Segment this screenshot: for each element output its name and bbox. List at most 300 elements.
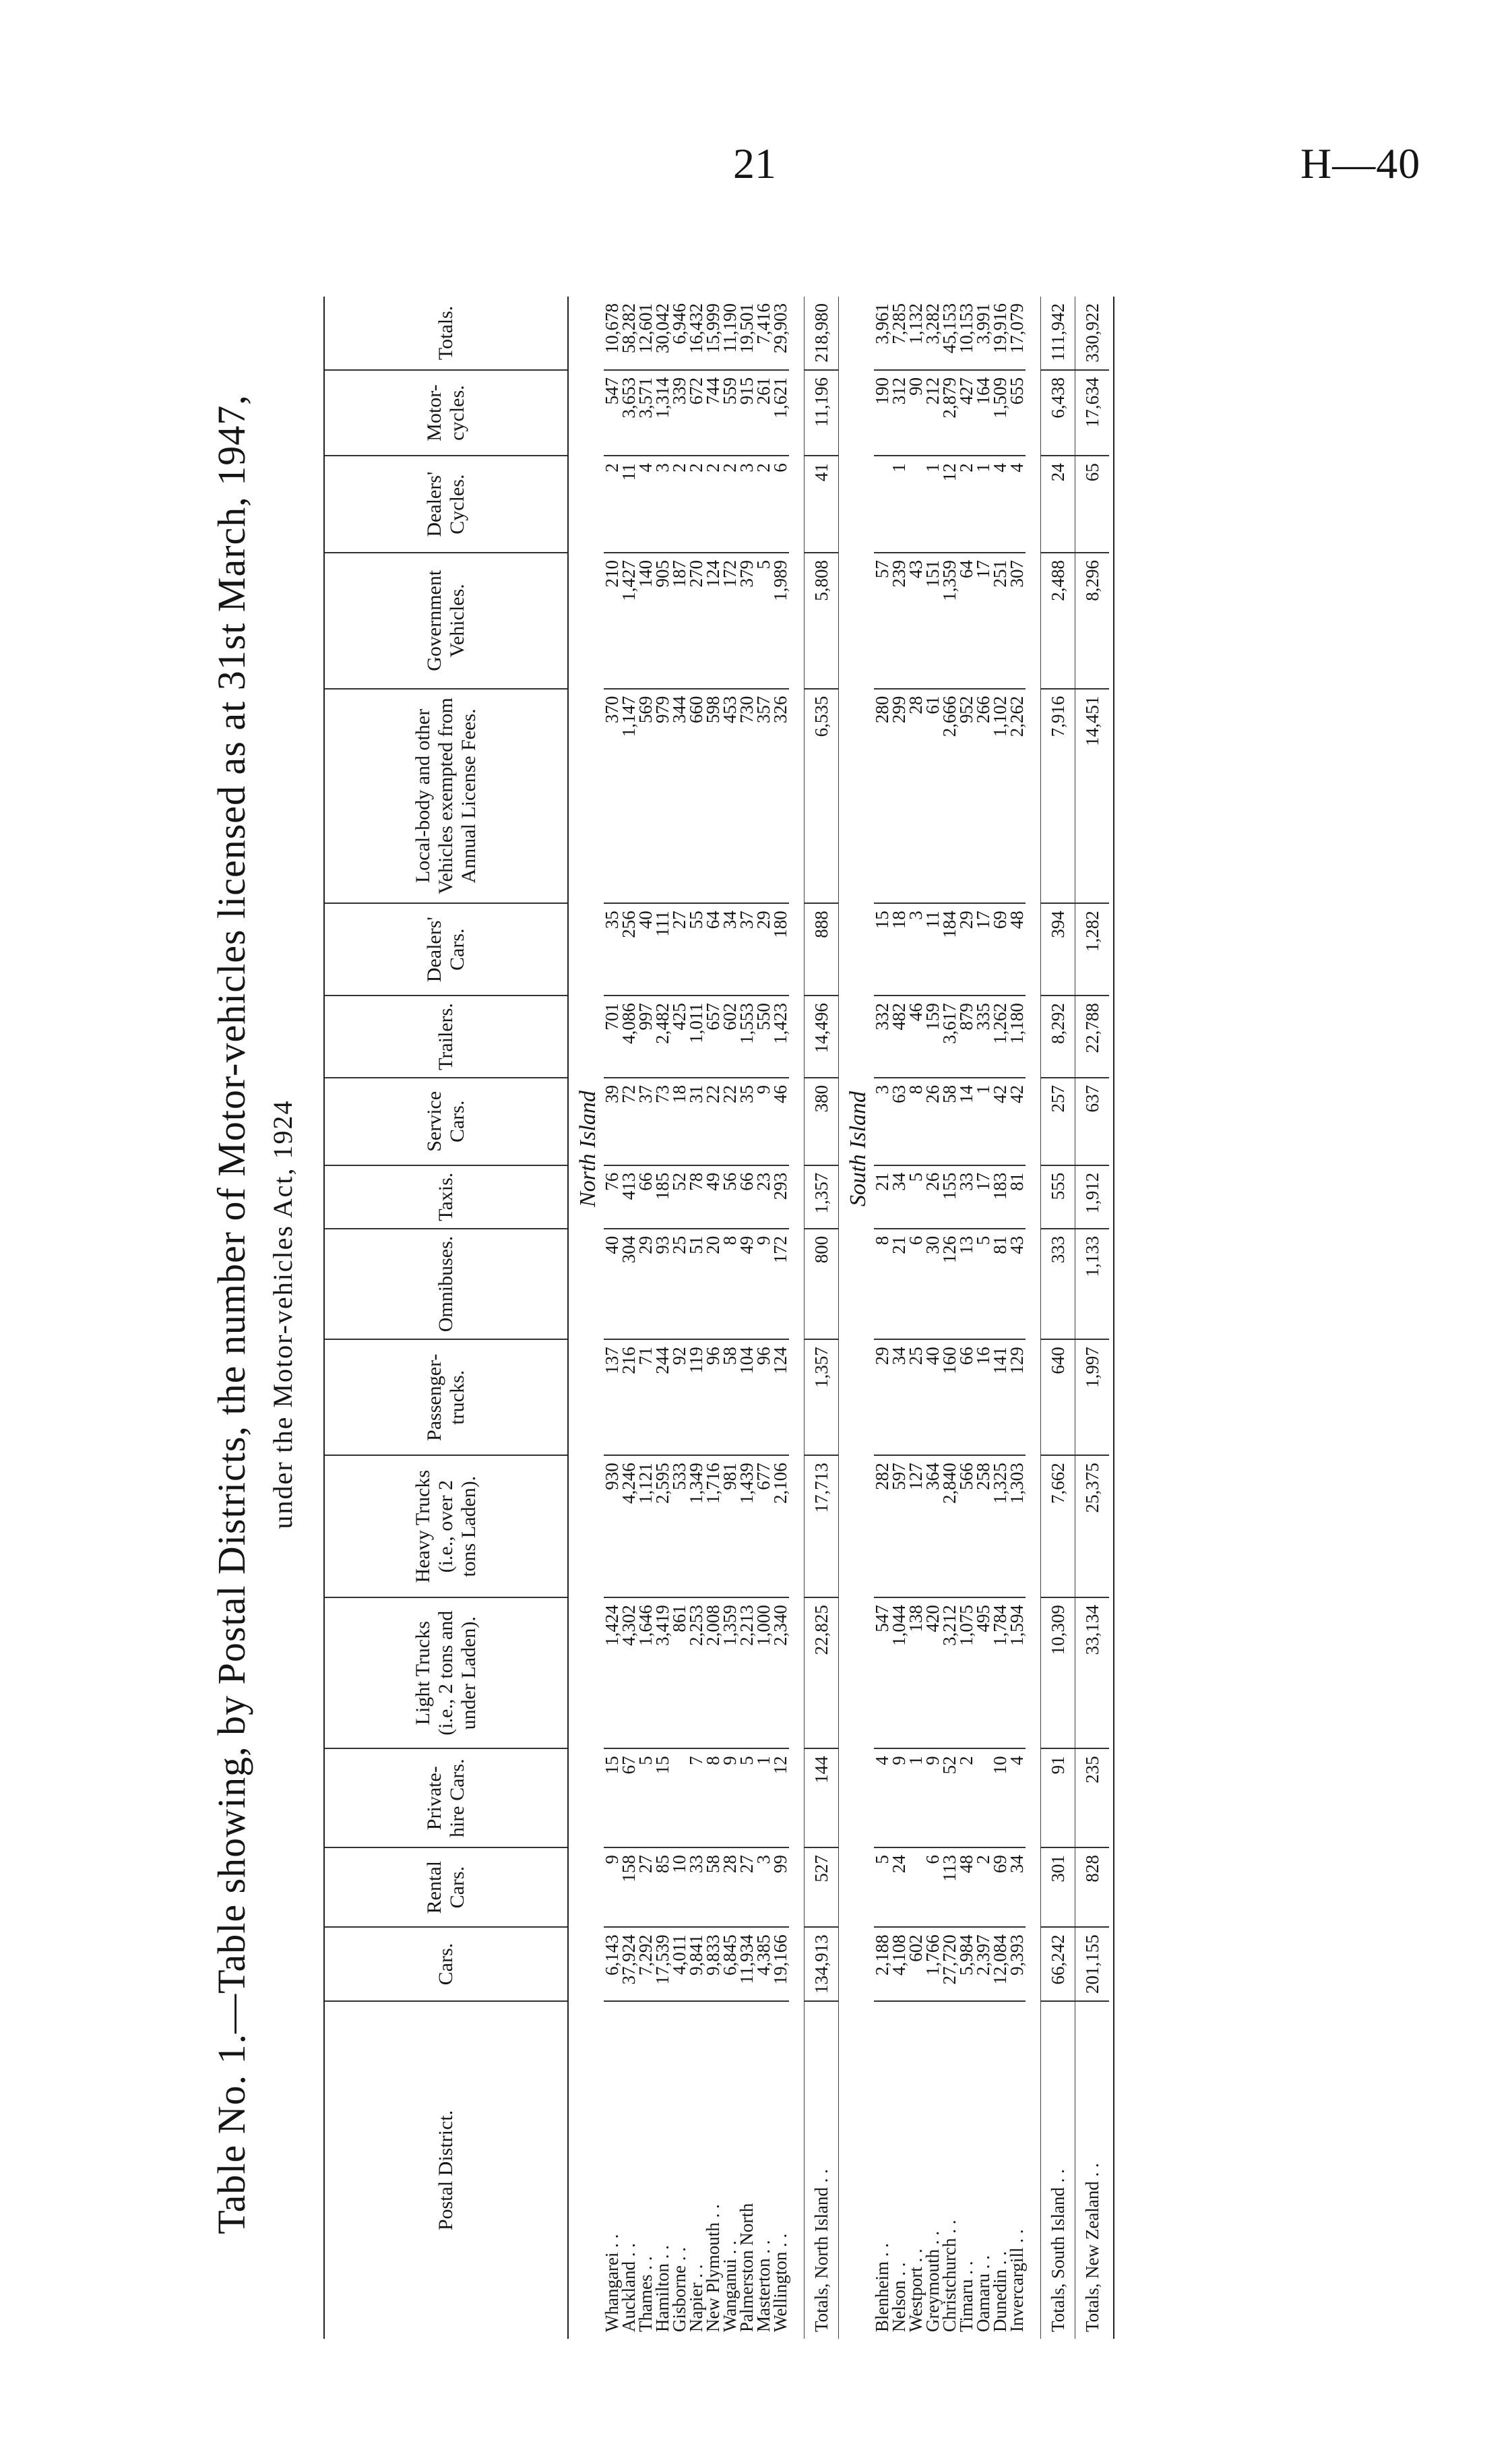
value-cell: 9,841: [688, 1927, 705, 2001]
value-cell: 6: [908, 1229, 924, 1340]
value-cell: 364: [924, 1455, 941, 1597]
value-cell: 6,946: [671, 297, 688, 370]
value-cell: 3: [738, 456, 755, 553]
postal-district-cell: Invercargill . .: [1007, 2229, 1027, 2332]
page-number: 21: [733, 140, 776, 187]
value-cell: 1,646: [637, 1597, 654, 1748]
table-row: [604, 297, 621, 2339]
postal-district-cell: Timaru . .: [956, 2261, 976, 2332]
value-cell: 17: [975, 1165, 992, 1229]
value-cell: 29: [755, 903, 772, 996]
value-cell: 344: [671, 689, 688, 904]
value-cell: 42: [992, 1078, 1009, 1165]
value-cell: 138: [908, 1597, 924, 1748]
value-cell: 332: [874, 996, 891, 1078]
value-cell: 159: [924, 996, 941, 1078]
value-cell: 39: [604, 1078, 621, 1165]
column-header: Dealers' Cycles.: [324, 456, 568, 553]
value-cell: 547: [874, 1597, 891, 1748]
value-cell: 4: [1009, 456, 1026, 553]
value-cell: 3,212: [941, 1597, 958, 1748]
table-bottom-rule: [1109, 297, 1114, 2339]
value-cell: 427: [958, 370, 975, 456]
value-cell: 76: [604, 1165, 621, 1229]
value-cell: 69: [992, 1847, 1009, 1927]
table-row: [1009, 297, 1026, 2339]
value-cell: 4,246: [621, 1455, 637, 1597]
totals-value-cell: 134,913: [805, 1927, 839, 2001]
totals-value-cell: 24: [1041, 456, 1075, 553]
value-cell: 2: [975, 1847, 992, 1927]
value-cell: 19,501: [738, 297, 755, 370]
value-cell: 2,262: [1009, 689, 1026, 904]
value-cell: 12,601: [637, 297, 654, 370]
totals-value-cell: 65: [1075, 456, 1110, 553]
value-cell: 29,903: [772, 297, 789, 370]
value-cell: 5: [755, 553, 772, 689]
value-cell: 78: [688, 1165, 705, 1229]
value-cell: 9: [891, 1748, 908, 1847]
value-cell: 2: [755, 456, 772, 553]
value-cell: 22: [705, 1078, 722, 1165]
value-cell: 2,188: [874, 1927, 891, 2001]
totals-value-cell: 5,808: [805, 553, 839, 689]
value-cell: 2,397: [975, 1927, 992, 2001]
value-cell: 20: [705, 1229, 722, 1340]
totals-value-cell: 330,922: [1075, 297, 1110, 370]
value-cell: 1: [924, 456, 941, 553]
value-cell: 9: [604, 1847, 621, 1927]
table-row: [874, 297, 891, 2339]
value-cell: 251: [992, 553, 1009, 689]
value-cell: 4,011: [671, 1927, 688, 2001]
totals-value-cell: 301: [1041, 1847, 1075, 1927]
value-cell: 547: [604, 370, 621, 456]
table-row: [671, 297, 688, 2339]
value-cell: 43: [1009, 1229, 1026, 1340]
totals-value-cell: 2,488: [1041, 553, 1075, 689]
value-cell: 17: [975, 903, 992, 996]
value-cell: 1: [755, 1748, 772, 1847]
value-cell: 2,666: [941, 689, 958, 904]
value-cell: 69: [992, 903, 1009, 996]
postal-district-cell: Thames . .: [635, 2256, 656, 2332]
table-row: [891, 297, 908, 2339]
value-cell: 1,011: [688, 996, 705, 1078]
value-cell: 1,594: [1009, 1597, 1026, 1748]
value-cell: 1,147: [621, 689, 637, 904]
value-cell: 3,282: [924, 297, 941, 370]
totals-value-cell: 800: [805, 1229, 839, 1340]
value-cell: 9: [755, 1078, 772, 1165]
value-cell: 1,102: [992, 689, 1009, 904]
totals-value-cell: 25,375: [1075, 1455, 1110, 1597]
totals-label-cell: Totals, New Zealand . .: [1075, 2001, 1110, 2339]
section-blank: [839, 2001, 875, 2339]
value-cell: 3,653: [621, 370, 637, 456]
value-cell: 2,595: [654, 1455, 671, 1597]
value-cell: 660: [688, 689, 705, 904]
value-cell: 1: [975, 1078, 992, 1165]
value-cell: 48: [1009, 903, 1026, 996]
totals-value-cell: 640: [1041, 1339, 1075, 1455]
totals-value-cell: 1,357: [805, 1339, 839, 1455]
table-row: [738, 297, 755, 2339]
spacer-row: [1026, 297, 1041, 2339]
value-cell: 533: [671, 1455, 688, 1597]
totals-value-cell: 66,242: [1041, 1927, 1075, 2001]
value-cell: 27: [738, 1847, 755, 1927]
value-cell: 997: [637, 996, 654, 1078]
value-cell: 5: [874, 1847, 891, 1927]
value-cell: 304: [621, 1229, 637, 1340]
value-cell: 49: [705, 1165, 722, 1229]
value-cell: 6: [772, 456, 789, 553]
value-cell: 602: [722, 996, 738, 1078]
value-cell: 25: [671, 1229, 688, 1340]
totals-value-cell: 380: [805, 1078, 839, 1165]
value-cell: 119: [688, 1339, 705, 1455]
value-cell: 40: [604, 1229, 621, 1340]
value-cell: 5: [637, 1748, 654, 1847]
value-cell: 26: [924, 1078, 941, 1165]
spacer-row: [789, 297, 805, 2339]
value-cell: 104: [738, 1339, 755, 1455]
table-header-row: [324, 297, 568, 2339]
value-cell: 299: [891, 689, 908, 904]
value-cell: 1,621: [772, 370, 789, 456]
value-cell: 4: [637, 456, 654, 553]
value-cell: 15: [874, 903, 891, 996]
totals-value-cell: 1,997: [1075, 1339, 1110, 1455]
value-cell: 2: [688, 456, 705, 553]
value-cell: 64: [705, 903, 722, 996]
value-cell: 46: [772, 1078, 789, 1165]
column-header: Dealers' Cars.: [324, 903, 568, 996]
value-cell: 16,432: [688, 297, 705, 370]
value-cell: 2: [604, 456, 621, 553]
value-cell: 2: [722, 456, 738, 553]
value-cell: 64: [958, 553, 975, 689]
value-cell: 66: [958, 1339, 975, 1455]
value-cell: 155: [941, 1165, 958, 1229]
value-cell: 1: [975, 456, 992, 553]
value-cell: 172: [722, 553, 738, 689]
value-cell: 1,180: [1009, 996, 1026, 1078]
value-cell: 3: [755, 1847, 772, 1927]
value-cell: 4,086: [621, 996, 637, 1078]
value-cell: 31: [688, 1078, 705, 1165]
value-cell: 495: [975, 1597, 992, 1748]
postal-district-cell: Napier . .: [686, 2264, 706, 2332]
postal-district-cell: Whangarei . .: [602, 2234, 622, 2332]
value-cell: 8: [874, 1229, 891, 1340]
value-cell: 4: [1009, 1748, 1026, 1847]
value-cell: 2,340: [772, 1597, 789, 1748]
table-row: [941, 297, 958, 2339]
value-cell: 602: [908, 1927, 924, 2001]
totals-value-cell: 22,788: [1075, 996, 1110, 1078]
value-cell: 56: [722, 1165, 738, 1229]
value-cell: 23: [755, 1165, 772, 1229]
table-body: [568, 297, 1114, 2339]
value-cell: 1,044: [891, 1597, 908, 1748]
value-cell: 4: [874, 1748, 891, 1847]
value-cell: 655: [1009, 370, 1026, 456]
value-cell: 35: [604, 903, 621, 996]
value-cell: 49: [738, 1229, 755, 1340]
totals-value-cell: 91: [1041, 1748, 1075, 1847]
section-blank: [568, 2001, 604, 2339]
value-cell: 11: [924, 903, 941, 996]
value-cell: 37: [637, 1078, 654, 1165]
value-cell: 18: [671, 1078, 688, 1165]
value-cell: 190: [874, 370, 891, 456]
value-cell: 905: [654, 553, 671, 689]
value-cell: 184: [941, 903, 958, 996]
totals-value-cell: 218,980: [805, 297, 839, 370]
value-cell: 1,075: [958, 1597, 975, 1748]
value-cell: 15: [604, 1748, 621, 1847]
value-cell: 657: [705, 996, 722, 1078]
totals-value-cell: 828: [1075, 1847, 1110, 1927]
postal-district-cell: Gisborne . .: [669, 2247, 689, 2332]
value-cell: 1,000: [755, 1597, 772, 1748]
document-reference: H—40: [1300, 140, 1421, 187]
value-cell: 2,213: [738, 1597, 755, 1748]
value-cell: 3: [908, 903, 924, 996]
value-cell: 597: [891, 1455, 908, 1597]
totals-value-cell: 8,296: [1075, 553, 1110, 689]
value-cell: 183: [992, 1165, 1009, 1229]
value-cell: 7,285: [891, 297, 908, 370]
value-cell: 96: [705, 1339, 722, 1455]
table-row: [924, 297, 941, 2339]
value-cell: 28: [722, 1847, 738, 1927]
value-cell: 1,716: [705, 1455, 722, 1597]
value-cell: 981: [722, 1455, 738, 1597]
value-cell: 8: [705, 1748, 722, 1847]
column-header: Omnibuses.: [324, 1229, 568, 1340]
value-cell: 357: [755, 689, 772, 904]
value-cell: 124: [772, 1339, 789, 1455]
value-cell: 216: [621, 1339, 637, 1455]
value-cell: 210: [604, 553, 621, 689]
totals-value-cell: 1,357: [805, 1165, 839, 1229]
value-cell: 66: [637, 1165, 654, 1229]
value-cell: 26: [924, 1165, 941, 1229]
value-cell: 3,617: [941, 996, 958, 1078]
value-cell: 1,121: [637, 1455, 654, 1597]
totals-value-cell: 333: [1041, 1229, 1075, 1340]
column-header: Service Cars.: [324, 1078, 568, 1165]
value-cell: 2,879: [941, 370, 958, 456]
value-cell: 21: [891, 1229, 908, 1340]
postal-district-cell: New Plymouth . .: [703, 2204, 723, 2332]
totals-value-cell: 1,912: [1075, 1165, 1110, 1229]
spacer-cell: [1026, 297, 1041, 2339]
value-cell: 2: [958, 456, 975, 553]
value-cell: 73: [654, 1078, 671, 1165]
value-cell: 335: [975, 996, 992, 1078]
totals-south-island-row: [1041, 297, 1075, 2339]
value-cell: 952: [958, 689, 975, 904]
section-heading: South Island: [845, 1091, 871, 1206]
totals-value-cell: 111,942: [1041, 297, 1075, 370]
column-header: Heavy Trucks (i.e., over 2 tons Laden).: [324, 1455, 568, 1597]
value-cell: 1,132: [908, 297, 924, 370]
value-cell: 96: [755, 1339, 772, 1455]
value-cell: 180: [772, 903, 789, 996]
value-cell: 15,999: [705, 297, 722, 370]
postal-district-cell: Hamilton . .: [652, 2245, 672, 2332]
value-cell: 598: [705, 689, 722, 904]
value-cell: 7,416: [755, 297, 772, 370]
totals-value-cell: 41: [805, 456, 839, 553]
value-cell: 1,553: [738, 996, 755, 1078]
table-row: [992, 297, 1009, 2339]
totals-new-zealand-row: [1075, 297, 1110, 2339]
value-cell: 124: [705, 553, 722, 689]
value-cell: 744: [705, 370, 722, 456]
totals-value-cell: 1,133: [1075, 1229, 1110, 1340]
value-cell: 52: [941, 1748, 958, 1847]
table-title: Table No. 1.—Table showing, by Postal Districts, the number of Motor-vehicles licensed as at 31st March, 1947,: [210, 394, 253, 2234]
postal-district-cell: Christchurch . .: [939, 2220, 959, 2332]
value-cell: 141: [992, 1339, 1009, 1455]
value-cell: 979: [654, 689, 671, 904]
value-cell: 6,845: [722, 1927, 738, 2001]
value-cell: 24: [891, 1847, 908, 1927]
value-cell: 2,008: [705, 1597, 722, 1748]
value-cell: 43: [908, 553, 924, 689]
value-cell: 566: [958, 1455, 975, 1597]
value-cell: 58,282: [621, 297, 637, 370]
value-cell: 379: [738, 553, 755, 689]
value-cell: 158: [621, 1847, 637, 1927]
value-cell: 18: [891, 903, 908, 996]
value-cell: 453: [722, 689, 738, 904]
table-row: [772, 297, 789, 2339]
value-cell: 172: [772, 1229, 789, 1340]
value-cell: 17,539: [654, 1927, 671, 2001]
value-cell: 4,108: [891, 1927, 908, 2001]
column-header: Light Trucks (i.e., 2 tons and under Laden).: [324, 1597, 568, 1748]
value-cell: 113: [941, 1847, 958, 1927]
value-cell: 29: [637, 1229, 654, 1340]
value-cell: 21: [874, 1165, 891, 1229]
value-cell: 3: [874, 1078, 891, 1165]
section-heading: North Island: [575, 1091, 600, 1207]
column-header: Private-hire Cars.: [324, 1748, 568, 1847]
value-cell: 701: [604, 996, 621, 1078]
value-cell: 8: [908, 1078, 924, 1165]
value-cell: 370: [604, 689, 621, 904]
value-cell: 19,166: [772, 1927, 789, 2001]
section-heading-row: [568, 297, 604, 2339]
value-cell: 10,153: [958, 297, 975, 370]
value-cell: 9,833: [705, 1927, 722, 2001]
value-cell: 81: [1009, 1165, 1026, 1229]
value-cell: 16: [975, 1339, 992, 1455]
table-row: [705, 297, 722, 2339]
value-cell: 12: [941, 456, 958, 553]
value-cell: 2,106: [772, 1455, 789, 1597]
value-cell: 8: [722, 1229, 738, 1340]
postal-district-cell: Blenheim . .: [872, 2243, 892, 2332]
value-cell: 256: [621, 903, 637, 996]
postal-district-cell: Dunedin . .: [990, 2251, 1010, 2332]
value-cell: 2,482: [654, 996, 671, 1078]
table-row: [621, 297, 637, 2339]
value-cell: 930: [604, 1455, 621, 1597]
value-cell: 1,423: [772, 996, 789, 1078]
value-cell: 99: [772, 1847, 789, 1927]
value-cell: 127: [908, 1455, 924, 1597]
value-cell: 4: [992, 456, 1009, 553]
value-cell: 129: [1009, 1339, 1026, 1455]
value-cell: 312: [891, 370, 908, 456]
value-cell: 111: [654, 903, 671, 996]
value-cell: 85: [654, 1847, 671, 1927]
value-cell: 35: [738, 1078, 755, 1165]
table-row: [722, 297, 738, 2339]
table-subtitle: under the Motor-vehicles Act, 1924: [267, 1099, 298, 1529]
value-cell: 3,961: [874, 297, 891, 370]
value-cell: 9,393: [1009, 1927, 1026, 2001]
totals-value-cell: 6,535: [805, 689, 839, 904]
value-cell: 1: [891, 456, 908, 553]
value-cell: 151: [924, 553, 941, 689]
value-cell: 7: [688, 1748, 705, 1847]
column-header: Local-body and other Vehicles exempted from Annual License Fees.: [324, 689, 568, 904]
postal-district-cell: Oamaru . .: [973, 2255, 993, 2332]
totals-value-cell: 144: [805, 1748, 839, 1847]
value-cell: 672: [688, 370, 705, 456]
value-cell: 2: [958, 1748, 975, 1847]
value-cell: 40: [637, 903, 654, 996]
value-cell: 90: [908, 370, 924, 456]
value-cell: 550: [755, 996, 772, 1078]
postal-district-cell: Westport . .: [906, 2248, 926, 2332]
table-row: [688, 297, 705, 2339]
value-cell: 559: [722, 370, 738, 456]
value-cell: 482: [891, 996, 908, 1078]
value-cell: 71: [637, 1339, 654, 1455]
value-cell: 27: [671, 903, 688, 996]
totals-value-cell: 637: [1075, 1078, 1110, 1165]
value-cell: 915: [738, 370, 755, 456]
value-cell: 11: [621, 456, 637, 553]
column-header: Totals.: [324, 297, 568, 370]
value-cell: 33: [688, 1847, 705, 1927]
value-cell: 25: [908, 1339, 924, 1455]
value-cell: 6,143: [604, 1927, 621, 2001]
totals-value-cell: 33,134: [1075, 1597, 1110, 1748]
totals-value-cell: 10,309: [1041, 1597, 1075, 1748]
value-cell: 52: [671, 1165, 688, 1229]
column-header: Motor-cycles.: [324, 370, 568, 456]
value-cell: 9: [924, 1748, 941, 1847]
postal-district-cell: Palmerston North: [736, 2203, 757, 2332]
value-cell: 126: [941, 1229, 958, 1340]
totals-value-cell: 14,496: [805, 996, 839, 1078]
totals-value-cell: 888: [805, 903, 839, 996]
value-cell: 46: [908, 996, 924, 1078]
value-cell: 1,359: [722, 1597, 738, 1748]
value-cell: 67: [621, 1748, 637, 1847]
totals-value-cell: 17,713: [805, 1455, 839, 1597]
